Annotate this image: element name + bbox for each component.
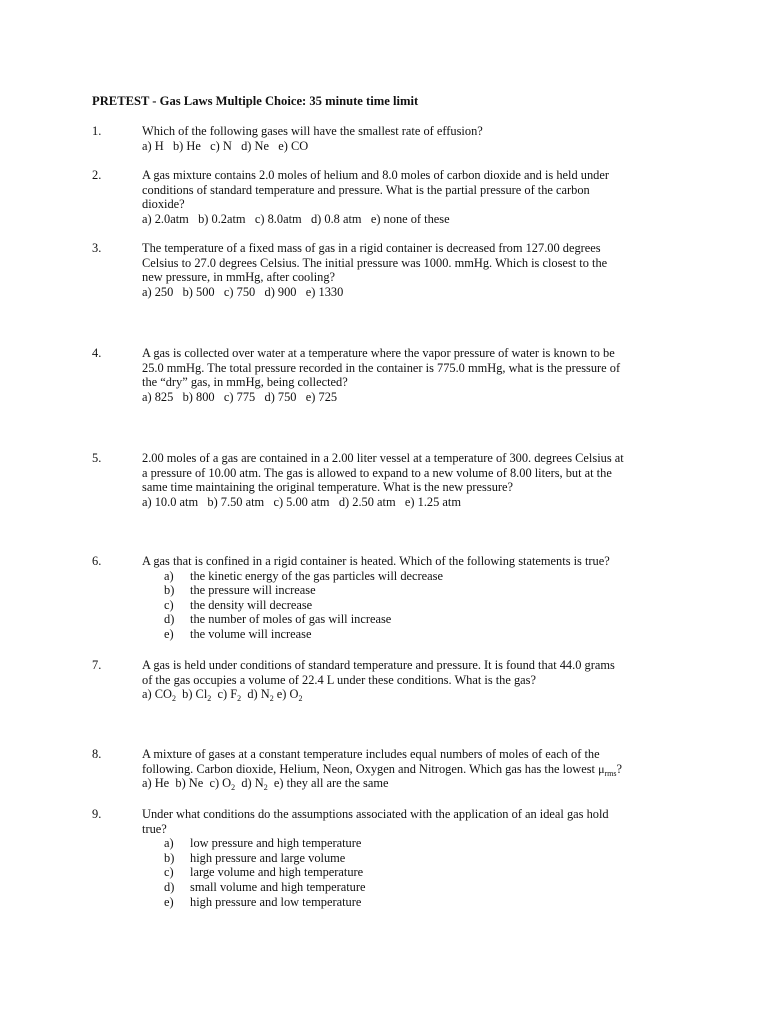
- question-text-line: The temperature of a fixed mass of gas in a rigid container is decreased from 127.00 degrees: [142, 241, 601, 255]
- option-e: e) they all are the same: [273, 776, 389, 791]
- question-number: 5.: [92, 451, 102, 465]
- option-c: c) F: [217, 687, 238, 702]
- question-text-line: the “dry” gas, in mmHg, being collected?: [142, 375, 348, 390]
- choice-text: high pressure and large volume: [190, 850, 346, 865]
- question-number: 2.: [92, 168, 102, 182]
- question-text-line: Which of the following gases will have the smallest rate of effusion?: [142, 124, 483, 138]
- option-b: b) Ne: [175, 776, 204, 791]
- answer-choice: [142, 583, 642, 598]
- answer-choice: [142, 865, 642, 880]
- mu-symbol: μ: [598, 761, 605, 776]
- question-text-line: conditions of standard temperature and pressure. What is the partial pressure of the carbon: [142, 182, 590, 197]
- subscript: 2: [171, 694, 176, 704]
- answer-options: a) 825 b) 800 c) 775 d) 750 e) 725: [142, 389, 338, 404]
- answer-choice: [142, 612, 642, 627]
- choice-text: the volume will increase: [190, 626, 312, 641]
- subscript: 2: [269, 694, 274, 704]
- choice-text: high pressure and low temperature: [190, 894, 362, 909]
- choice-letter: b): [164, 850, 175, 865]
- choice-text: the pressure will increase: [190, 583, 316, 598]
- question-text-line: [142, 762, 642, 777]
- answer-choice: [142, 851, 642, 866]
- question-text: following. Carbon dioxide, Helium, Neon, Oxygen and Nitrogen. Which gas has the lowest: [142, 761, 599, 776]
- question-body: [142, 658, 642, 702]
- option-d: d) N: [241, 776, 264, 791]
- question-number: 9.: [92, 807, 102, 821]
- question-body: [142, 807, 642, 909]
- subscript: 2: [207, 694, 212, 704]
- answer-options: a) 10.0 atm b) 7.50 atm c) 5.00 atm d) 2.50 atm e) 1.25 atm: [142, 494, 461, 509]
- question-text-line: A gas is collected over water at a temperature where the vapor pressure of water is known to be: [142, 346, 615, 360]
- question-text-line: a pressure of 10.00 atm. The gas is allowed to expand to a new volume of 8.00 liters, but at the: [142, 465, 612, 480]
- choice-letter: b): [164, 583, 175, 598]
- question-text-line: A mixture of gases at a constant temperature includes equal numbers of moles of each of the: [142, 747, 600, 761]
- subscript: 2: [263, 783, 268, 793]
- question-body: [142, 346, 642, 404]
- option-d: d) N: [247, 687, 270, 702]
- choice-text: large volume and high temperature: [190, 865, 364, 880]
- subscript: 2: [237, 694, 242, 704]
- choice-text: the kinetic energy of the gas particles will decrease: [190, 568, 443, 583]
- answer-choice-list: [142, 836, 642, 909]
- answer-options: a) H b) He c) N d) Ne e) CO: [142, 138, 309, 153]
- question-text-line: new pressure, in mmHg, after cooling?: [142, 270, 336, 285]
- question-text-line: 25.0 mmHg. The total pressure recorded in the container is 775.0 mmHg, what is the pressure of: [142, 360, 621, 375]
- choice-text: low pressure and high temperature: [190, 836, 362, 851]
- choice-letter: e): [164, 626, 174, 641]
- question-text-line: Under what conditions do the assumptions associated with the application of an ideal gas hold: [142, 807, 609, 821]
- option-e: e) O: [276, 687, 299, 702]
- choice-letter: d): [164, 612, 175, 627]
- answer-choice: [142, 880, 642, 895]
- question-text-line: A gas mixture contains 2.0 moles of helium and 8.0 moles of carbon dioxide and is held under: [142, 168, 609, 182]
- option-a: a) He: [142, 776, 170, 791]
- question-text-line: Celsius to 27.0 degrees Celsius. The initial pressure was 1000. mmHg. Which is closest to the: [142, 255, 608, 270]
- question-number: 6.: [92, 554, 102, 568]
- answer-choice-list: [142, 569, 642, 642]
- option-a: a) CO: [142, 687, 172, 702]
- question-mark: ?: [616, 761, 623, 776]
- question-body: [142, 241, 642, 299]
- answer-options: a) 2.0atm b) 0.2atm c) 8.0atm d) 0.8 atm e) none of these: [142, 211, 450, 226]
- choice-letter: c): [164, 865, 174, 880]
- answer-choice: [142, 569, 642, 584]
- question-number: 4.: [92, 346, 102, 360]
- answer-options: [142, 776, 642, 791]
- question-text-line: same time maintaining the original temperature. What is the new pressure?: [142, 480, 514, 495]
- question-text-line: 2.00 moles of a gas are contained in a 2.00 liter vessel at a temperature of 300. degrees Celsius at: [142, 451, 624, 465]
- choice-letter: e): [164, 894, 174, 909]
- question-text-line: A gas that is confined in a rigid container is heated. Which of the following statements is true?: [142, 554, 610, 568]
- question-text-line: true?: [142, 821, 167, 836]
- subscript: 2: [231, 783, 236, 793]
- option-b: b) Cl: [182, 687, 208, 702]
- answer-choice: [142, 627, 642, 642]
- choice-letter: a): [164, 568, 174, 583]
- answer-choice: [142, 598, 642, 613]
- option-c: c) O: [209, 776, 232, 791]
- choice-letter: d): [164, 879, 175, 894]
- question-text-line: of the gas occupies a volume of 22.4 L under these conditions. What is the gas?: [142, 672, 536, 687]
- question-text-line: A gas is held under conditions of standard temperature and pressure. It is found that 44.0 grams: [142, 658, 615, 672]
- question-body: [142, 124, 642, 153]
- choice-text: small volume and high temperature: [190, 879, 366, 894]
- question-body: [142, 451, 642, 509]
- choice-text: the number of moles of gas will increase: [190, 612, 392, 627]
- question-body: [142, 168, 642, 226]
- answer-choice: [142, 836, 642, 851]
- answer-options: [142, 687, 642, 702]
- choice-text: the density will decrease: [190, 597, 313, 612]
- choice-letter: c): [164, 597, 174, 612]
- subscript: 2: [298, 694, 303, 704]
- choice-letter: a): [164, 836, 174, 851]
- question-number: 8.: [92, 747, 102, 761]
- question-number: 7.: [92, 658, 102, 672]
- answer-options: a) 250 b) 500 c) 750 d) 900 e) 1330: [142, 284, 344, 299]
- page-title: PRETEST - Gas Laws Multiple Choice: 35 minute time limit: [92, 94, 419, 108]
- subscript: rms: [604, 768, 617, 778]
- question-body: [142, 554, 642, 642]
- question-number: 3.: [92, 241, 102, 255]
- question-body: [142, 747, 642, 791]
- question-number: 1.: [92, 124, 102, 138]
- question-text-line: dioxide?: [142, 197, 185, 212]
- answer-choice: [142, 895, 642, 910]
